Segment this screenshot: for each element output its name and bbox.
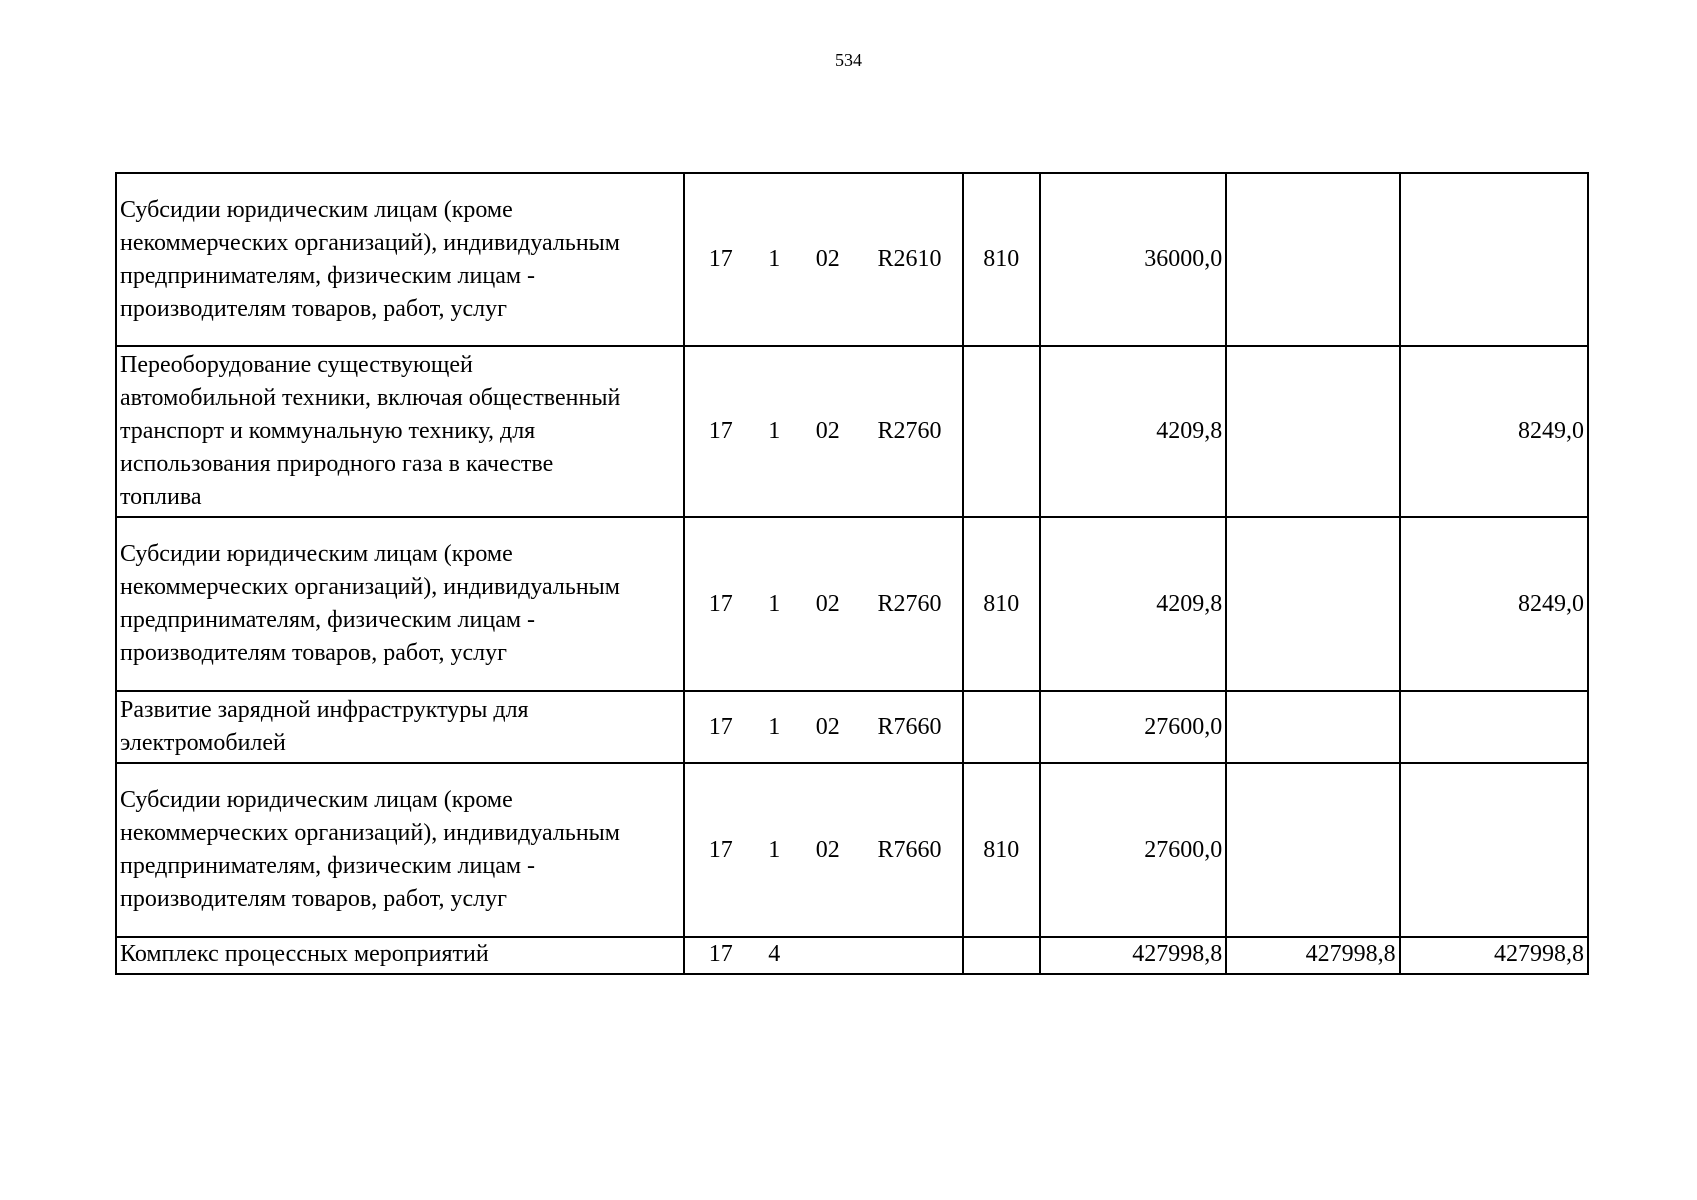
target-code-cell — [684, 937, 963, 974]
expense-name-line: Субсидии юридическим лицам (кроме — [120, 787, 513, 813]
expense-name-line: использования природного газа в качестве — [120, 451, 554, 477]
target-code-cell — [684, 691, 963, 763]
amount-1-cell: 4209,8 — [1040, 517, 1226, 691]
budget-table — [115, 172, 1589, 975]
event-code: 02 — [815, 418, 840, 444]
program-code: 17 — [708, 836, 733, 863]
expense-name-line: некоммерческих организаций), индивидуальным — [120, 229, 620, 256]
expense-name-line: производителям товаров, работ, услуг — [120, 886, 507, 912]
expense-name-cell — [116, 691, 684, 763]
expense-name-line: Комплекс процессных мероприятий — [120, 941, 489, 967]
expense-name-line: некоммерческих организаций), индивидуальным — [120, 820, 620, 846]
expense-type-cell: 810 — [963, 173, 1040, 346]
type-code: 1 — [768, 713, 781, 740]
amount-3-cell: 427998,8 — [1400, 937, 1588, 974]
table-row — [116, 691, 1588, 763]
amount-2-cell — [1226, 763, 1399, 937]
target-code-cell — [684, 346, 963, 517]
expense-type-cell — [963, 691, 1040, 763]
table-row — [116, 346, 1588, 517]
expense-name-line: Субсидии юридическим лицам (кроме — [120, 196, 513, 223]
type-code: 1 — [768, 418, 781, 444]
event-code: 02 — [815, 590, 840, 617]
table-row — [116, 173, 1588, 346]
expense-type-cell — [963, 937, 1040, 974]
expense-name-line: Развитие зарядной инфраструктуры для — [120, 697, 529, 723]
amount-3-cell — [1400, 173, 1588, 346]
table-row — [116, 517, 1588, 691]
program-code: 17 — [708, 941, 733, 967]
direction-code: R7660 — [877, 713, 942, 740]
expense-name-line: электромобилей — [120, 730, 286, 756]
amount-1-cell: 4209,8 — [1040, 346, 1226, 517]
direction-code: R2610 — [877, 246, 942, 272]
amount-3-cell — [1400, 691, 1588, 763]
expense-name-cell — [116, 173, 684, 346]
expense-name-line: автомобильной техники, включая общественный — [120, 385, 621, 411]
page-number: 534 — [835, 50, 862, 70]
expense-name-line: топлива — [120, 484, 202, 510]
expense-name-line: Переоборудование существующей — [120, 352, 473, 378]
expense-name-line: Субсидии юридическим лицам (кроме — [120, 541, 513, 567]
amount-1-cell: 36000,0 — [1040, 173, 1226, 346]
direction-code: R2760 — [877, 418, 942, 444]
amount-2-cell — [1226, 346, 1399, 517]
table-row — [116, 763, 1588, 937]
type-code: 1 — [768, 836, 781, 863]
expense-name-line: предпринимателям, физическим лицам - — [120, 853, 536, 879]
event-code: 02 — [815, 246, 840, 272]
program-code: 17 — [708, 590, 733, 617]
amount-1-cell: 427998,8 — [1040, 937, 1226, 974]
expense-name-line: производителям товаров, работ, услуг — [120, 640, 507, 666]
type-code: 4 — [768, 941, 781, 967]
program-code: 17 — [708, 246, 733, 272]
amount-1-cell: 27600,0 — [1040, 691, 1226, 763]
expense-type-cell: 810 — [963, 763, 1040, 937]
target-code-cell — [684, 763, 963, 937]
amount-3-cell — [1400, 763, 1588, 937]
amount-2-cell — [1226, 173, 1399, 346]
event-code: 02 — [815, 713, 840, 740]
table-row — [116, 937, 1588, 974]
amount-2-cell: 427998,8 — [1226, 937, 1399, 974]
expense-name-cell — [116, 346, 684, 517]
expense-name-cell — [116, 763, 684, 937]
type-code: 1 — [768, 246, 781, 272]
amount-2-cell — [1226, 517, 1399, 691]
expense-name-cell — [116, 517, 684, 691]
expense-name-line: предпринимателям, физическим лицам - — [120, 607, 536, 633]
event-code: 02 — [815, 836, 840, 863]
direction-code: R2760 — [877, 590, 942, 617]
expense-name-cell — [116, 937, 684, 974]
amount-2-cell — [1226, 691, 1399, 763]
expense-type-cell — [963, 346, 1040, 517]
amount-3-cell: 8249,0 — [1400, 517, 1588, 691]
target-code-cell — [684, 517, 963, 691]
expense-type-cell: 810 — [963, 517, 1040, 691]
amount-3-cell: 8249,0 — [1400, 346, 1588, 517]
program-code: 17 — [708, 713, 733, 740]
program-code: 17 — [708, 418, 733, 444]
target-code-cell — [684, 173, 963, 346]
expense-name-line: некоммерческих организаций), индивидуальным — [120, 574, 620, 600]
direction-code: R7660 — [877, 836, 942, 863]
amount-1-cell: 27600,0 — [1040, 763, 1226, 937]
expense-name-line: производителям товаров, работ, услуг — [120, 295, 507, 322]
expense-name-line: транспорт и коммунальную технику, для — [120, 418, 536, 444]
expense-name-line: предпринимателям, физическим лицам - — [120, 262, 536, 289]
type-code: 1 — [768, 590, 781, 617]
